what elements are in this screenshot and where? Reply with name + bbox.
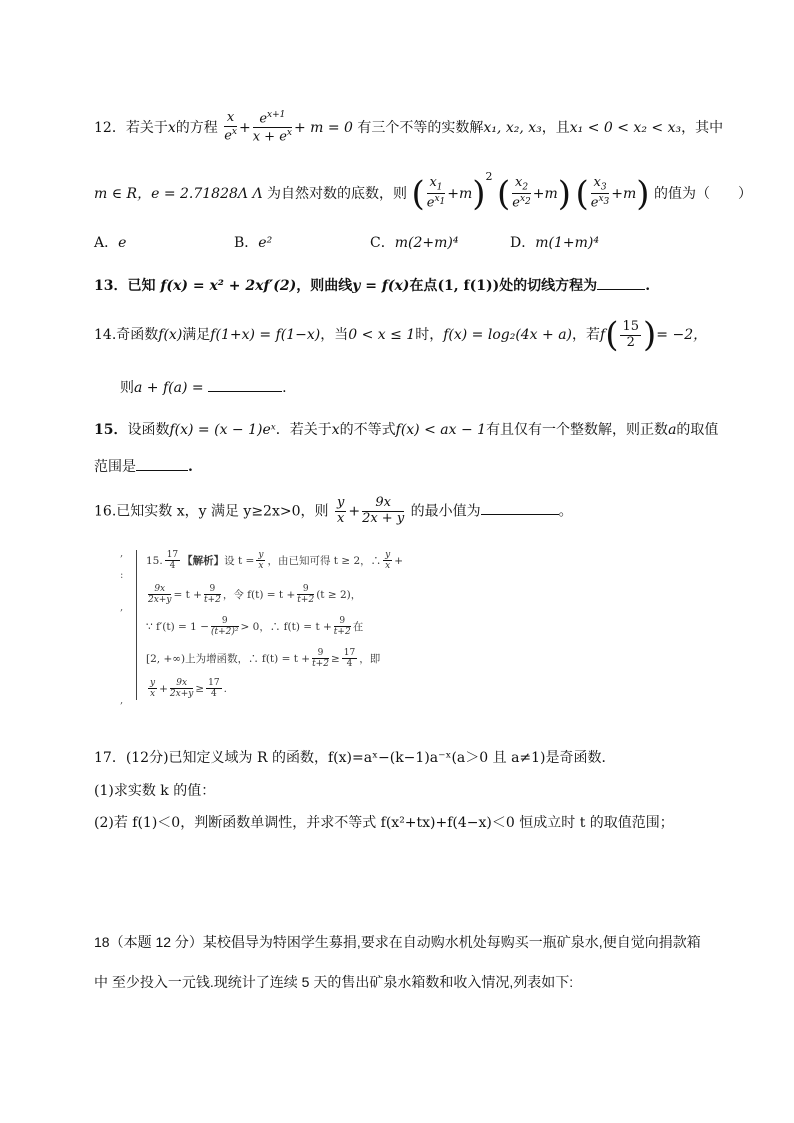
- q13-line: 13．已知 f(x) = x² + 2xf′(2)，则曲线y = f(x)在点(1, f(1))处的切线方程为 .: [94, 275, 650, 295]
- q14-line2: 则a + f(a) = .: [120, 377, 287, 397]
- q17-title: 17．(12分)已知定义域为 R 的函数，f(x)=aˣ−(k−1)a⁻ˣ(a＞0 且 a≠1)是奇函数．: [94, 750, 616, 766]
- solution-row-3: ∵ f′(t) = 1 − $\frac{9}{\text{(t+2)²}}$ > 0，∴ f(t) = t + $\frac{9}{t+2}$ 在: [146, 616, 364, 638]
- q15-answer-blank[interactable]: [136, 456, 188, 471]
- q14-answer-blank[interactable]: [208, 377, 282, 392]
- q14-line1: 14.奇函数f(x)满足f(1+x) = f(1−x)，当0 < x ≤ 1时，f(x) = log₂(4x + a)，若f( $\frac{15}{2}$ )= −2，: [94, 315, 708, 355]
- q17-part2: (2)若 f(1)＜0，判断函数单调性，并求不等式 f(x²+tx)+f(4−x)＜0 恒成立时 t 的取值范围；: [94, 815, 674, 831]
- solution-row-2: $\frac{9x}{2x+y}$ = t + $\frac{9}{t+2}$ ，令 f(t) = t + $\frac{9}{t+2}$ (t ≥ 2)，: [148, 584, 362, 606]
- solution-row-5: $\frac{y}{x}$ + $\frac{9x}{2x+y}$ ≥ $\frac{17}{4}$ .: [150, 678, 227, 700]
- q12-product-expression: ( $\frac{x_1}{e^{x_1}}$ +m)$^2$ ( $\frac{x_2}{e^{x_2}}$ +m) ( $\frac{x_3}{e^{x_3}}$ +m): [411, 170, 650, 214]
- option-c: C．m(2+m)⁴: [370, 235, 459, 251]
- q18-line2: 中 至少投入一元钱.现统计了连续 5 天的售出矿泉水箱数和收入情况,列表如下:: [94, 974, 574, 990]
- option-d: D．m(1+m)⁴: [510, 235, 599, 251]
- q12-number: 12．: [94, 119, 126, 136]
- q13-answer-blank[interactable]: [597, 275, 645, 290]
- q16-answer-blank[interactable]: [481, 500, 559, 515]
- option-b: B．e²: [234, 235, 273, 251]
- solution-snippet: , : , , 15. $\frac{17}{4}$ 【解析】设 t = $\frac{y}{x}$ ，由已知可得 t ≥ 2，∴ $\frac{y}{x}$ + $\frac{9x}{2x+y}$ = t + $\frac{9}{t+2}$ ，令 f(t) = t + $\frac{9}{t+2}$ (t ≥ 2)， ∵ f′(t) = 1 − $\frac{9}{\text{(t+2)²}}$ > 0，∴ f(t) = t + $\frac{9}{t+2}$ 在 [2, +∞)上为增函数，∴ f(t) = t + $\frac{9}{t+2}$ ≥ $\frac{17}{4}$ ，即 $\frac{y}{x}$ + $\frac{9x}{2x+y}$ ≥ $\frac{17}{4}$ .: [120, 548, 404, 706]
- q12-line1: 12．若关于x的方程 $\frac{x}{e^x}$ + $\frac{e^{x+1}}{x + e^x}$ + m = 0 有三个不等的实数解x₁, x₂, x₃，且x₁ < 0 < x₂ < x₃，其中: [94, 110, 724, 145]
- q15-line1: 15．设函数f(x) = (x − 1)eˣ．若关于x的不等式f(x) < ax − 1有且仅有一个整数解，则正数a的取值: [94, 422, 719, 438]
- q15-line2: 范围是 .: [94, 456, 193, 476]
- q17-part1: (1)求实数 k 的值：: [94, 783, 216, 799]
- q12-line2: m ∈ R，e = 2.71828Λ Λ 为自然对数的底数，则 ( $\frac{x_1}{e^{x_1}}$ +m)$^2$ ( $\frac{x_2}{e^{x_2}}$ +m) ( $\frac{x_3}{e^{x_3}}$ +m) 的值为（ ）: [94, 170, 753, 214]
- option-a: A．e: [94, 235, 127, 251]
- q12-frac-1: $\frac{x}{e^x}$: [224, 110, 237, 144]
- solution-row-1: 15. $\frac{17}{4}$ 【解析】设 t = $\frac{y}{x}$ ，由已知可得 t ≥ 2，∴ $\frac{y}{x}$ +: [146, 550, 404, 572]
- q16-line: 16.已知实数 x，y 满足 y≥2x>0，则 $\frac{y}{x}$ + $\frac{9x}{2x + y}$ 的最小值为 。: [94, 495, 573, 526]
- solution-left-border: [136, 550, 137, 700]
- q12-frac-2: $\frac{e^{x+1}}{x + e^x}$: [252, 110, 292, 145]
- q18-line1: 18（本题 12 分）某校倡导为特困学生募捐,要求在自动购水机处每购买一瓶矿泉水,便自觉向捐款箱: [94, 934, 701, 950]
- solution-row-4: [2, +∞)上为增函数，∴ f(t) = t + $\frac{9}{t+2}$ ≥ $\frac{17}{4}$ ，即: [146, 648, 381, 670]
